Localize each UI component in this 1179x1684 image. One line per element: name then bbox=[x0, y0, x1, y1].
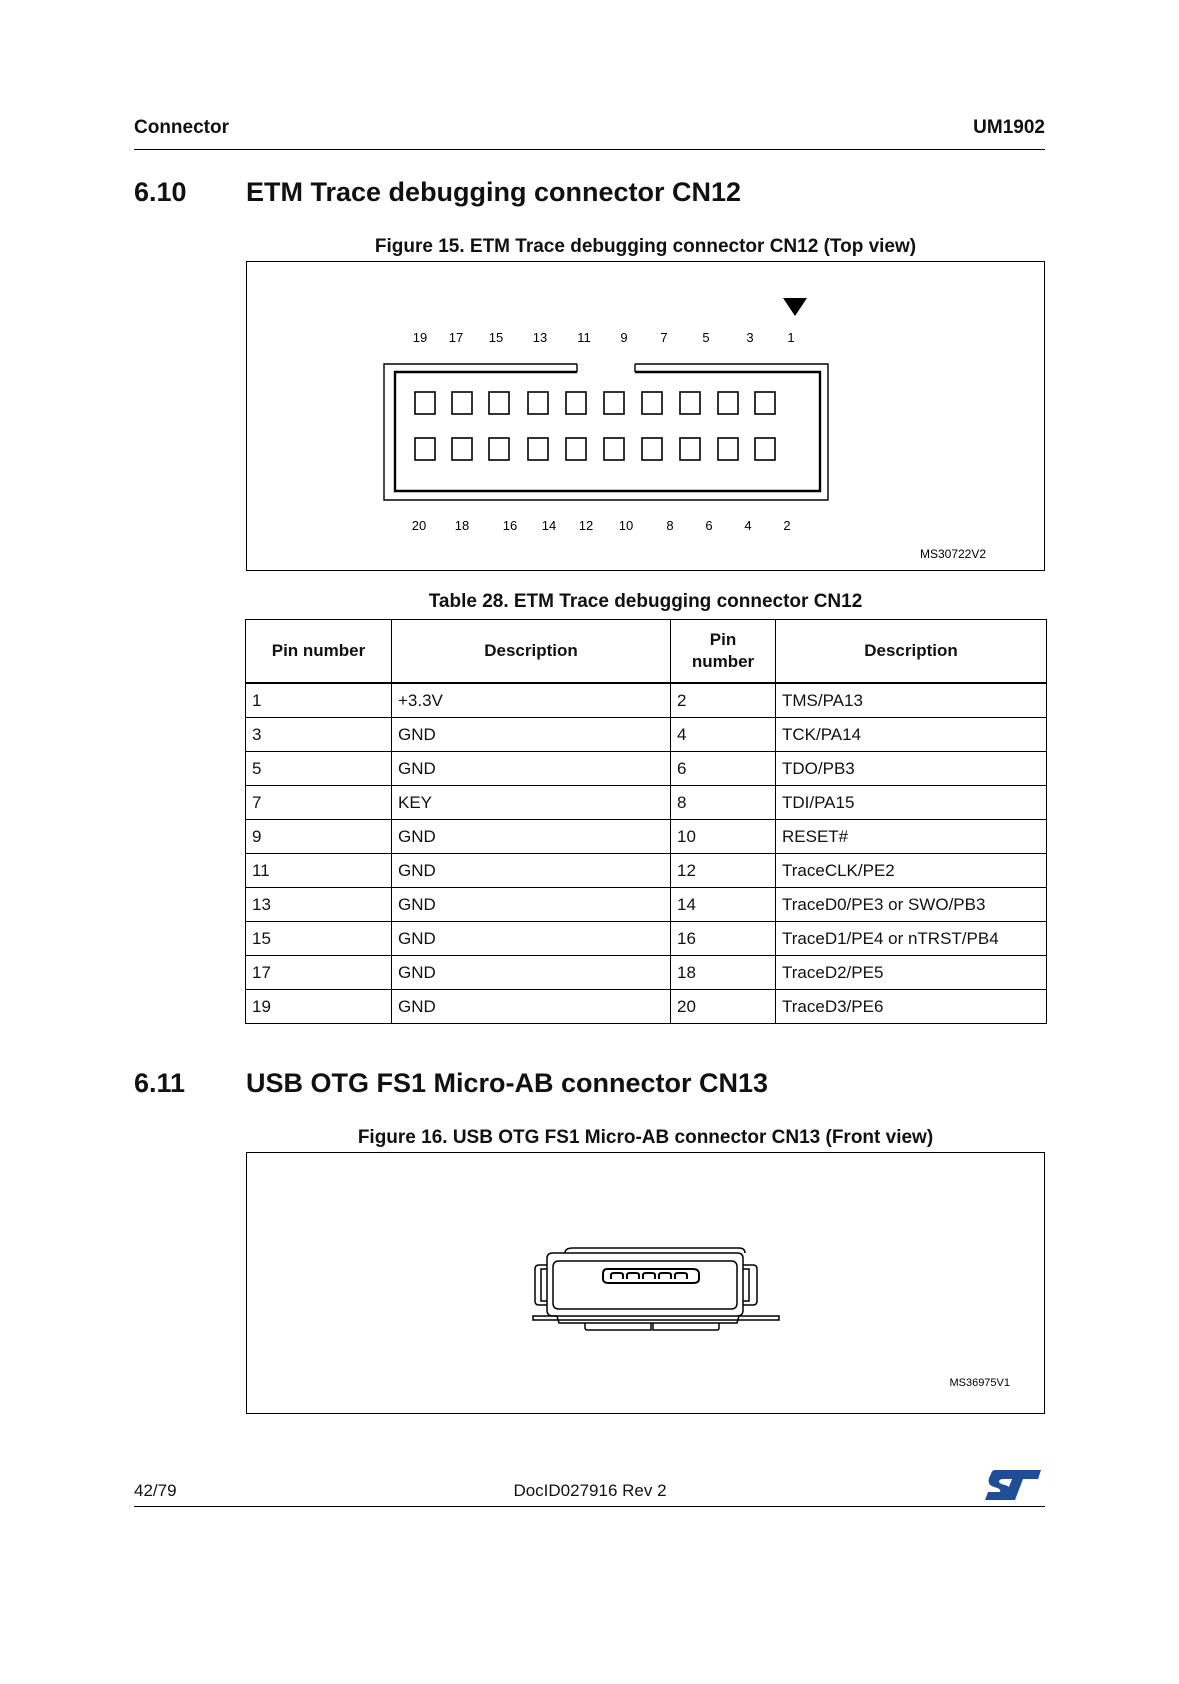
table-row bbox=[246, 922, 1047, 956]
section-number: 6.10 bbox=[134, 177, 187, 207]
bottom-pin-label: 16 bbox=[502, 518, 518, 533]
section-title: ETM Trace debugging connector CN12 bbox=[246, 177, 742, 207]
bottom-pin-label: 10 bbox=[618, 518, 634, 533]
table-row bbox=[246, 683, 1047, 718]
pin-description-cell: TCK/PA14 bbox=[776, 718, 1047, 752]
pin-description-cell: TraceCLK/PE2 bbox=[776, 854, 1047, 888]
bottom-pin-label: 6 bbox=[705, 518, 713, 533]
bottom-pin-label: 2 bbox=[783, 518, 791, 533]
pin-number-cell: 3 bbox=[246, 718, 392, 752]
pin-number-cell: 13 bbox=[246, 888, 392, 922]
connector-pin-20 bbox=[415, 438, 435, 460]
usb-micro-ab-icon bbox=[533, 1248, 779, 1330]
connector-pin-9 bbox=[604, 392, 624, 414]
running-header-doc: UM1902 bbox=[973, 117, 1045, 138]
connector-pin-5 bbox=[680, 392, 700, 414]
top-pin-label: 13 bbox=[532, 330, 548, 345]
pin-number-cell: 16 bbox=[671, 922, 776, 956]
connector-pin-17 bbox=[452, 392, 472, 414]
st-logo bbox=[983, 1468, 1043, 1507]
pin-description-cell: GND bbox=[392, 820, 671, 854]
figure-caption: Figure 16. USB OTG FS1 Micro-AB connector CN13 (Front view) bbox=[357, 1127, 934, 1148]
table-row bbox=[246, 752, 1047, 786]
etm-pinout-table bbox=[245, 619, 1047, 1024]
connector-pin-16 bbox=[489, 438, 509, 460]
figure-caption: Figure 15. ETM Trace debugging connector CN12 (Top view) bbox=[374, 236, 917, 257]
bottom-pin-label: 4 bbox=[744, 518, 752, 533]
pin-number-cell: 11 bbox=[246, 854, 392, 888]
connector-pin-2 bbox=[755, 438, 775, 460]
pin-number-cell: 6 bbox=[671, 752, 776, 786]
table-row bbox=[246, 888, 1047, 922]
figure-reference: MS36975V1 bbox=[949, 1377, 1010, 1389]
connector-outer-body bbox=[384, 364, 828, 500]
connector-pin-7 bbox=[642, 392, 662, 414]
connector-inner-body bbox=[395, 372, 820, 491]
pin1-marker-icon bbox=[783, 298, 807, 316]
top-pin-label: 5 bbox=[702, 330, 710, 345]
bottom-pin-label: 14 bbox=[541, 518, 557, 533]
connector-pin-18 bbox=[452, 438, 472, 460]
connector-pin-14 bbox=[528, 438, 548, 460]
connector-pin-15 bbox=[489, 392, 509, 414]
section-number: 6.11 bbox=[134, 1068, 186, 1098]
etm-connector-figure bbox=[246, 261, 1045, 571]
section-title: USB OTG FS1 Micro-AB connector CN13 bbox=[246, 1068, 769, 1098]
pin-description-cell: TDI/PA15 bbox=[776, 786, 1047, 820]
bottom-pin-label: 18 bbox=[454, 518, 470, 533]
table-caption: Table 28. ETM Trace debugging connector CN12 bbox=[428, 591, 863, 612]
pin-description-cell: KEY bbox=[392, 786, 671, 820]
pin-description-cell: GND bbox=[392, 922, 671, 956]
pin-number-cell: 18 bbox=[671, 956, 776, 990]
connector-pin-8 bbox=[642, 438, 662, 460]
pin-description-cell: TraceD2/PE5 bbox=[776, 956, 1047, 990]
pin-description-cell: +3.3V bbox=[392, 683, 671, 718]
footer-rule bbox=[134, 1506, 1045, 1507]
etm-connector-drawing bbox=[247, 262, 1044, 570]
pin-description-cell: TDO/PB3 bbox=[776, 752, 1047, 786]
bottom-pin-label: 20 bbox=[411, 518, 427, 533]
usb-connector-figure bbox=[246, 1152, 1045, 1414]
pin-number-cell: 1 bbox=[246, 683, 392, 718]
top-pin-label: 17 bbox=[448, 330, 464, 345]
document-id: DocID027916 Rev 2 bbox=[513, 1481, 667, 1500]
top-pin-label: 19 bbox=[412, 330, 428, 345]
top-pin-label: 3 bbox=[746, 330, 754, 345]
bottom-pin-label: 12 bbox=[578, 518, 594, 533]
pin-description-cell: TMS/PA13 bbox=[776, 683, 1047, 718]
pin-number-cell: 14 bbox=[671, 888, 776, 922]
pin-description-cell: GND bbox=[392, 956, 671, 990]
pin-description-cell: GND bbox=[392, 888, 671, 922]
connector-pin-4 bbox=[718, 438, 738, 460]
pin-number-cell: 19 bbox=[246, 990, 392, 1024]
top-pin-label: 15 bbox=[488, 330, 504, 345]
pin-number-cell: 2 bbox=[671, 683, 776, 718]
running-header-section: Connector bbox=[134, 117, 229, 138]
connector-pin-10 bbox=[604, 438, 624, 460]
pin-number-cell: 15 bbox=[246, 922, 392, 956]
pin-description-cell: GND bbox=[392, 752, 671, 786]
connector-pin-1 bbox=[755, 392, 775, 414]
table-row bbox=[246, 820, 1047, 854]
figure-reference: MS30722V2 bbox=[919, 547, 987, 561]
pin-number-cell: 9 bbox=[246, 820, 392, 854]
table-row bbox=[246, 990, 1047, 1024]
top-pin-label: 1 bbox=[787, 330, 795, 345]
pin-number-cell: 8 bbox=[671, 786, 776, 820]
column-header: Pin number bbox=[246, 620, 392, 684]
pin-description-cell: GND bbox=[392, 718, 671, 752]
pin-description-cell: TraceD1/PE4 or nTRST/PB4 bbox=[776, 922, 1047, 956]
table-header-row bbox=[246, 620, 1047, 684]
pin-description-cell: RESET# bbox=[776, 820, 1047, 854]
connector-pin-6 bbox=[680, 438, 700, 460]
top-pin-label: 7 bbox=[660, 330, 668, 345]
pin-number-cell: 5 bbox=[246, 752, 392, 786]
column-header: Description bbox=[392, 620, 671, 684]
pin-number-cell: 12 bbox=[671, 854, 776, 888]
pin-number-cell: 4 bbox=[671, 718, 776, 752]
table-row bbox=[246, 956, 1047, 990]
connector-pin-12 bbox=[566, 438, 586, 460]
usb-connector-drawing bbox=[247, 1153, 1044, 1413]
bottom-pin-label: 8 bbox=[666, 518, 674, 533]
header-rule bbox=[134, 149, 1045, 150]
connector-pin-13 bbox=[528, 392, 548, 414]
table-row bbox=[246, 718, 1047, 752]
top-pin-label: 9 bbox=[620, 330, 628, 345]
column-header: Description bbox=[776, 620, 1047, 684]
page-number: 42/79 bbox=[134, 1481, 177, 1500]
column-header: Pin number bbox=[671, 620, 776, 684]
connector-pin-19 bbox=[415, 392, 435, 414]
pin-number-cell: 7 bbox=[246, 786, 392, 820]
pin-number-cell: 17 bbox=[246, 956, 392, 990]
pin-number-cell: 20 bbox=[671, 990, 776, 1024]
top-pin-label: 11 bbox=[577, 330, 591, 345]
connector-pin-11 bbox=[566, 392, 586, 414]
table-row bbox=[246, 786, 1047, 820]
pin-description-cell: GND bbox=[392, 990, 671, 1024]
pin-description-cell: TraceD0/PE3 or SWO/PB3 bbox=[776, 888, 1047, 922]
pin-description-cell: TraceD3/PE6 bbox=[776, 990, 1047, 1024]
connector-pin-3 bbox=[718, 392, 738, 414]
table-row bbox=[246, 854, 1047, 888]
pin-number-cell: 10 bbox=[671, 820, 776, 854]
pin-description-cell: GND bbox=[392, 854, 671, 888]
